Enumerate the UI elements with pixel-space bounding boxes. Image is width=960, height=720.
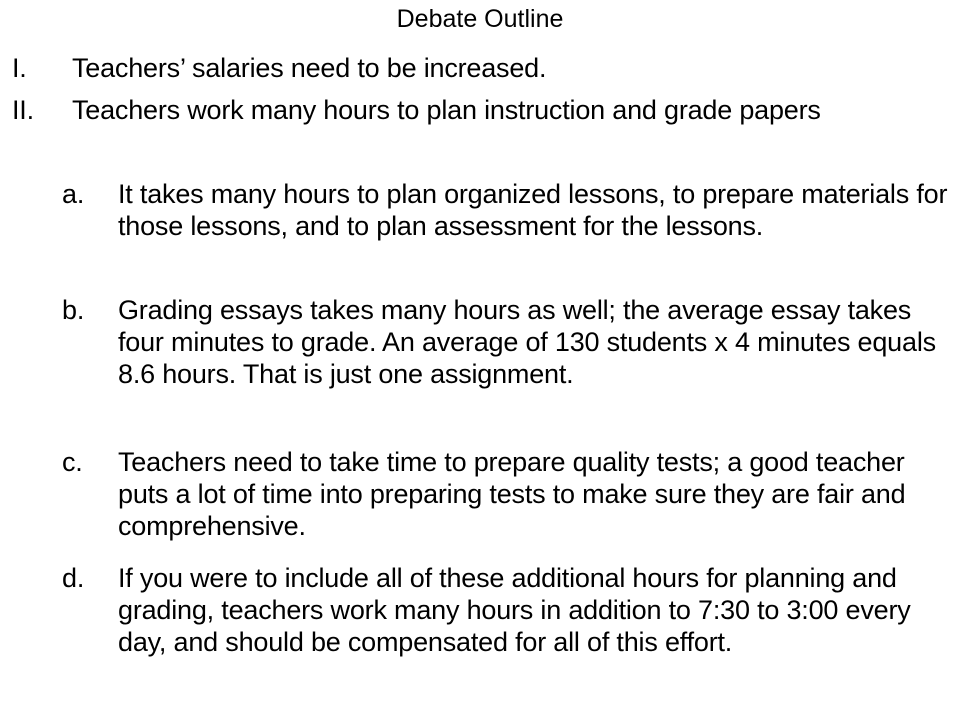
page-title: Debate Outline <box>396 5 564 33</box>
outline-item-1 <box>12 52 952 84</box>
outline-subtext: Grading essays takes many hours as well; the average essay takes four minutes to grade. An average of 130 students x 4 minutes equals 8.6 hours. That is just one assignment. <box>118 295 936 389</box>
outline-subtext: It takes many hours to plan organized lessons, to prepare materials for those lessons, and to plan assessment for the lessons. <box>118 179 948 241</box>
outline-subitem-c <box>62 446 952 542</box>
outline-subitem-b <box>62 294 952 390</box>
outline-subtext: Teachers need to take time to prepare quality tests; a good teacher puts a lot of time into preparing tests to make sure they are fair and comprehensive. <box>118 447 906 541</box>
outline-subitem-d <box>62 562 952 658</box>
outline-submarker: d. <box>62 563 85 593</box>
outline-subitem-a <box>62 178 952 242</box>
outline-submarker: b. <box>62 295 85 325</box>
outline-item-2 <box>12 94 952 126</box>
outline-submarker: a. <box>62 179 85 209</box>
outline-submarker: c. <box>62 447 83 477</box>
outline-text: Teachers’ salaries need to be increased. <box>72 53 547 83</box>
outline-marker: II. <box>12 95 34 125</box>
outline-subtext: If you were to include all of these additional hours for planning and grading, teachers work many hours in addition to 7:30 to 3:00 every day, and should be compensated for all of this effort. <box>118 563 911 657</box>
outline-text: Teachers work many hours to plan instruction and grade papers <box>72 95 821 125</box>
outline-marker: I. <box>12 53 27 83</box>
